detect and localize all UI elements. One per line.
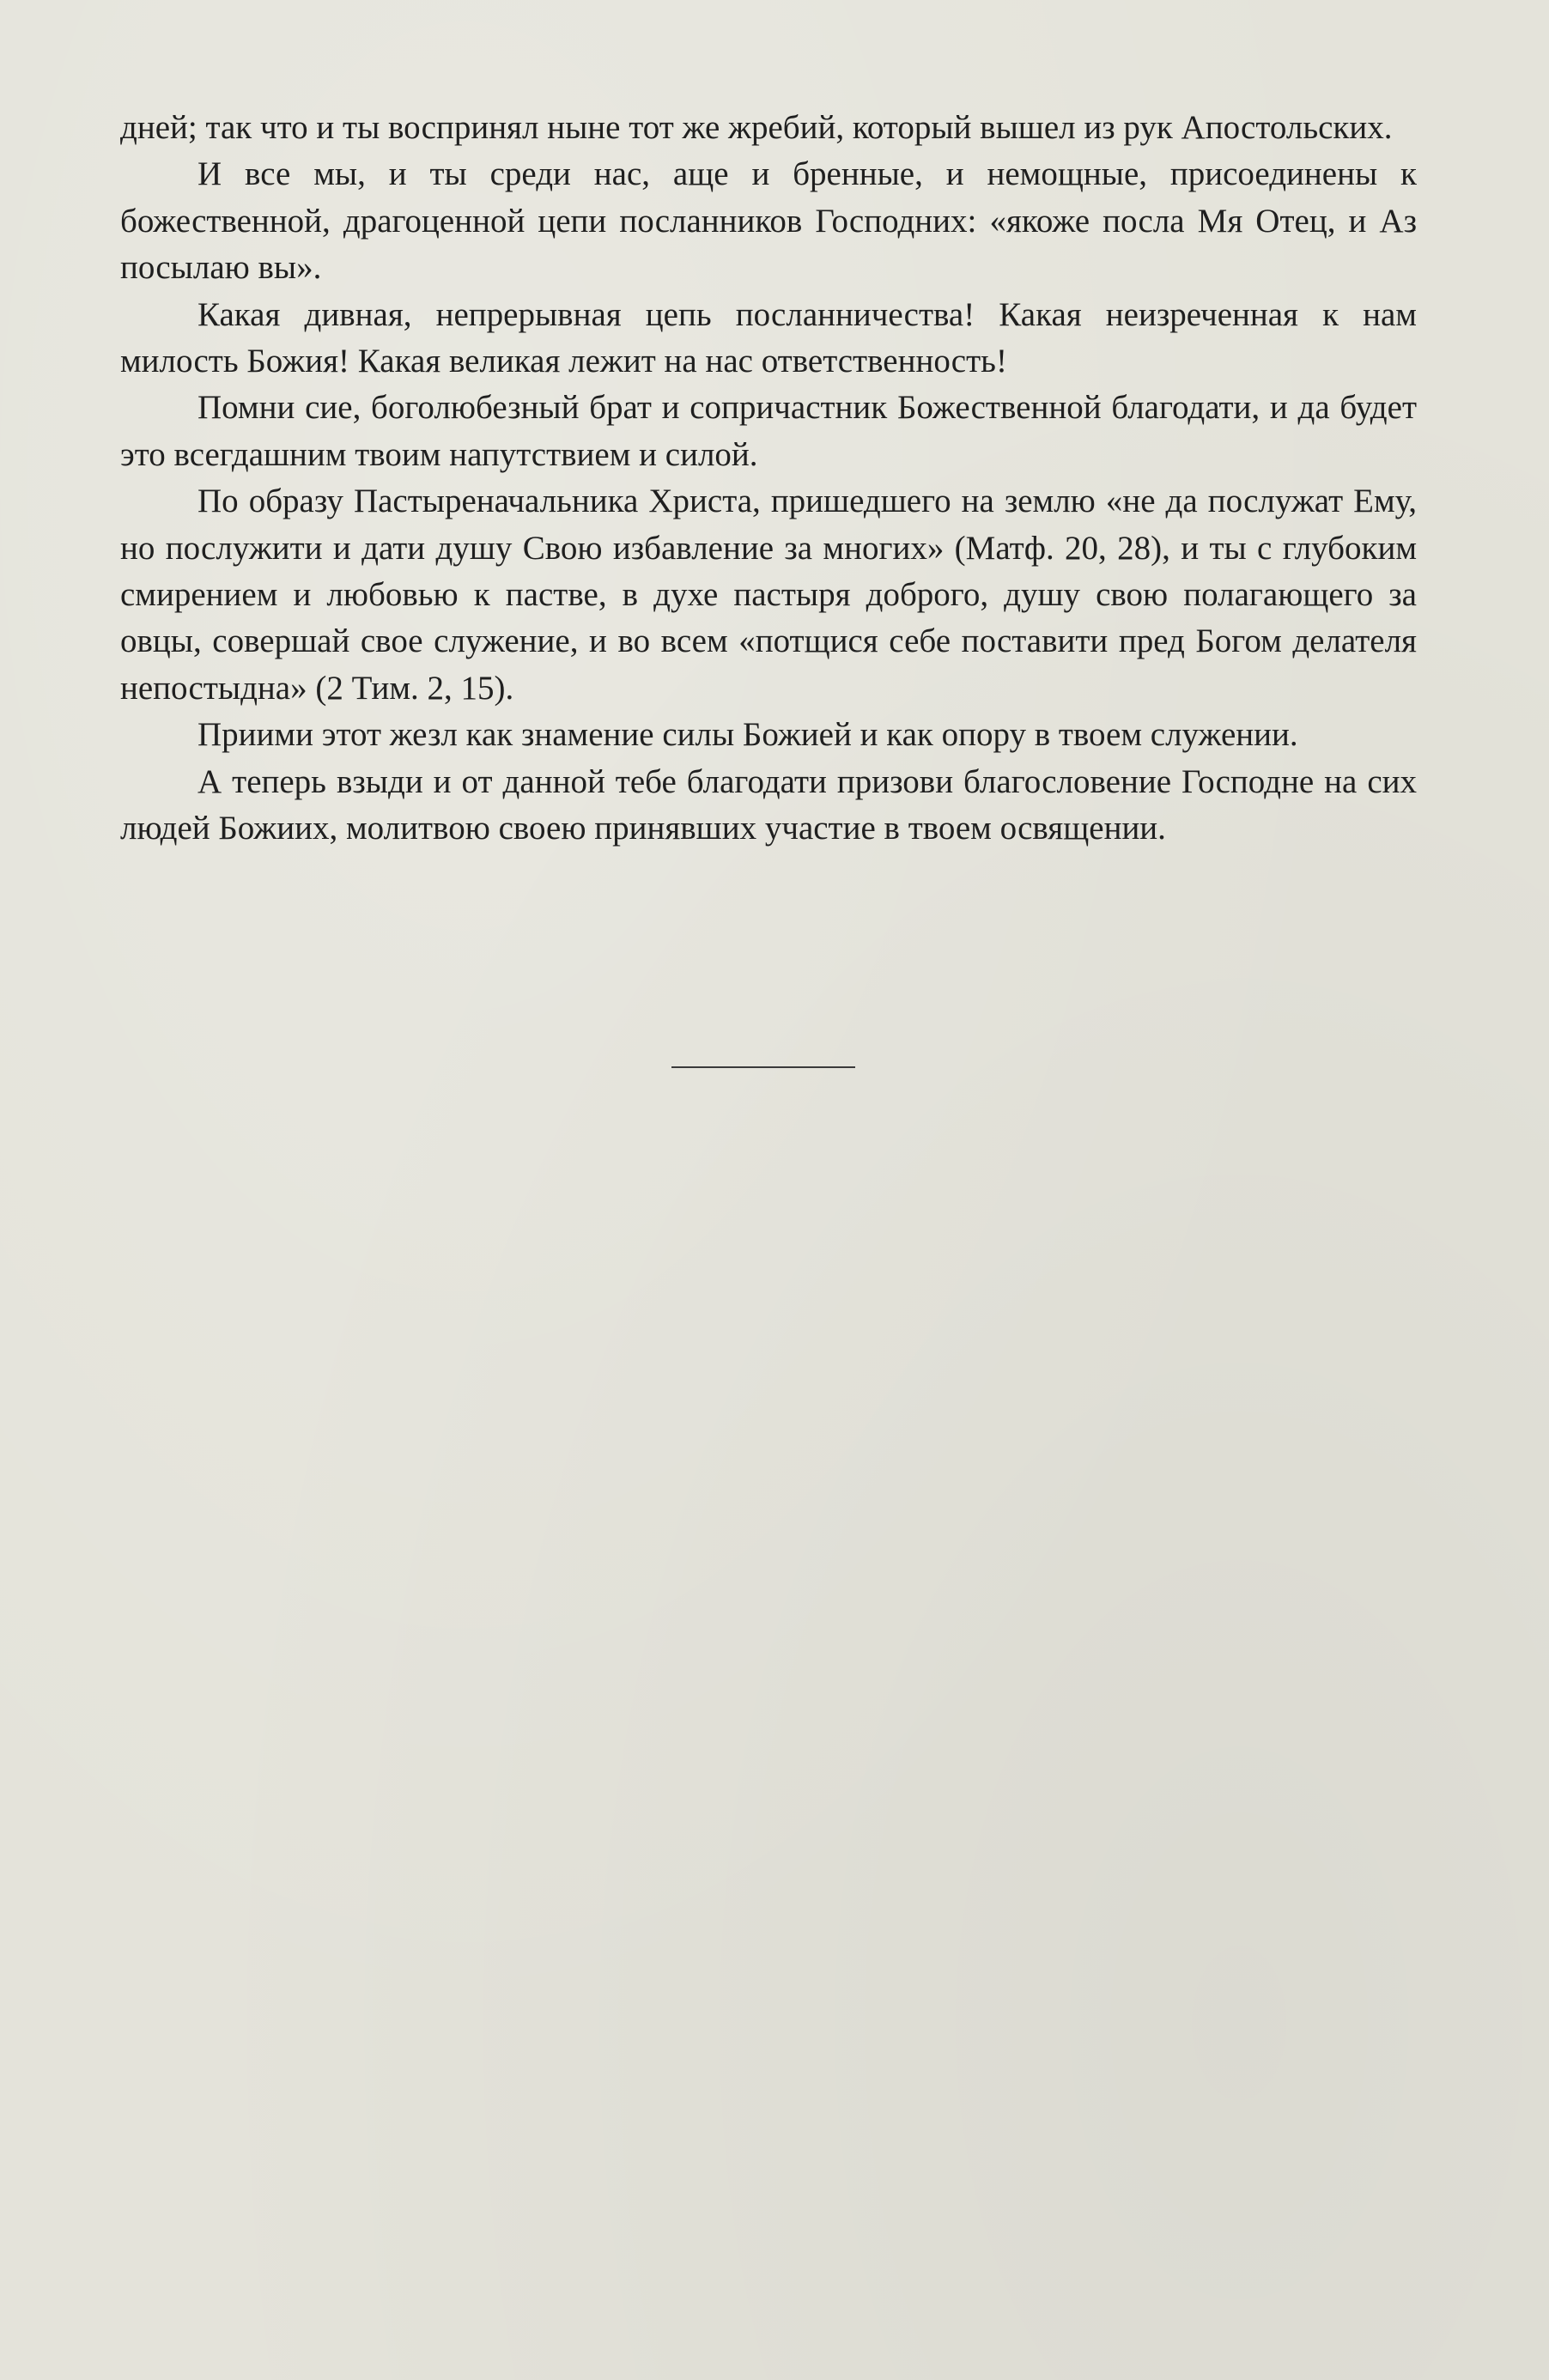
paragraph-3: Какая дивная, непрерывная цепь посланничества! Какая неизреченная к нам милость Божия! Какая великая лежит на нас ответственность! — [120, 295, 1417, 380]
paragraph-6: Приими этот жезл как знамение силы Божией и как опору в твоем служении. — [197, 716, 1298, 754]
paragraph-1: дней; так что и ты воспринял ныне тот же жребий, который вышел из рук Апостольских. — [120, 109, 1393, 146]
paragraph-4: Помни сие, боголюбезный брат и сопричастник Божественной благодати, и да будет это всегдашним твоим напутствием и силой. — [120, 389, 1417, 473]
paragraph-7: А теперь взыди и от данной тебе благодати призови благословение Господне на сих людей Божиих, молитвою своею принявших участие в твоем освящении. — [120, 762, 1417, 847]
body-text — [120, 105, 1417, 853]
section-divider — [671, 1066, 855, 1068]
paragraph-5: По образу Пастыреначальника Христа, пришедшего на землю «не да послужат Ему, но послужити и дати душу Свою избавление за многих» (Матф. 20, 28), и ты с глубоким смирением и любовью к пастве, в духе пастыря доброго, душу свою полагающего за овцы, совершай свое служение, и во всем «потщися себе поставити пред Богом делателя непостыдна» (2 Тим. 2, 15). — [120, 483, 1417, 707]
paragraph-2: И все мы, и ты среди нас, аще и бренные, и немощные, присоединены к божественной, драгоценной цепи посланников Господних: «якоже посла Мя Отец, и Аз посылаю вы». — [120, 155, 1417, 287]
